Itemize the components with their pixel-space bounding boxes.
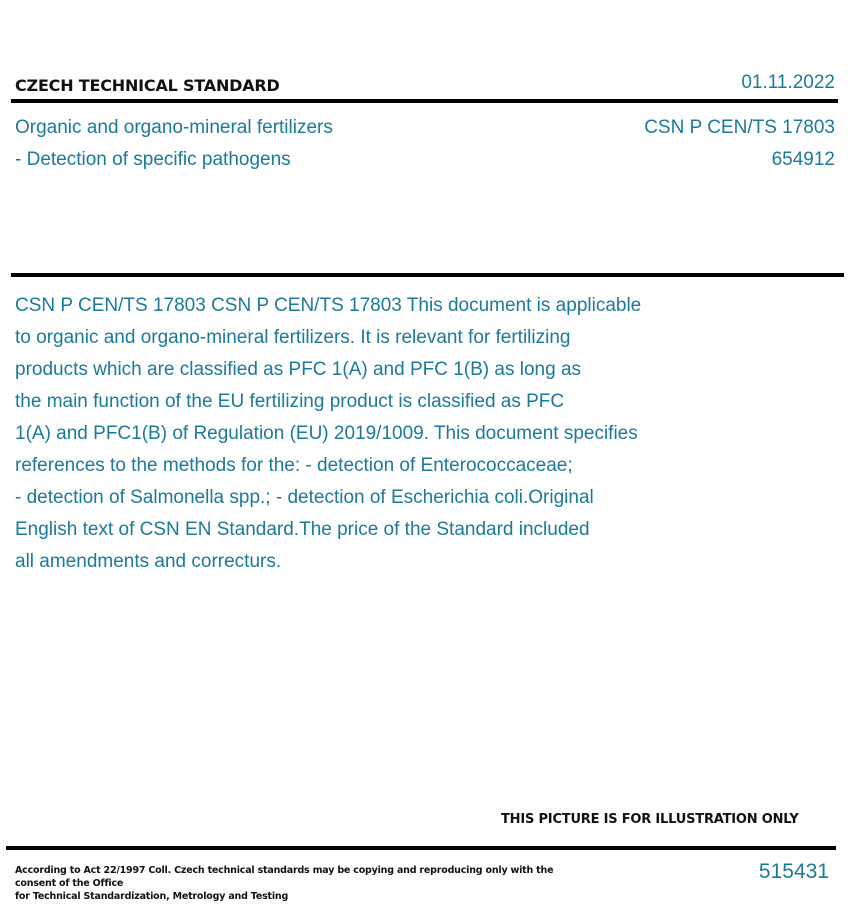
standard-code: CSN P CEN/TS 17803 bbox=[644, 117, 835, 138]
footer-divider bbox=[6, 846, 836, 850]
standard-description: CSN P CEN/TS 17803 CSN P CEN/TS 17803 This document is applicable to organic and organo-mineral fertilizers. It is relevant for fertilizing products which are classified as PFC 1(A) and PFC 1(B) as long as the main function of the EU fertilizing product is classified as PFC 1(A) and PFC1(B) of Regulation (EU) 2019/1009. This document specifies references to the methods for the: - detection of Enterococcaceae; - detection of Salmonella spp.; - detection of Escherichia coli.Original English text of CSN EN Standard.The price of the Standard included all amendments and correcturs. bbox=[15, 295, 642, 572]
title-divider bbox=[11, 273, 844, 277]
footer-number: 515431 bbox=[758, 860, 829, 883]
illustration-note: THIS PICTURE IS FOR ILLUSTRATION ONLY bbox=[501, 812, 799, 827]
title-line-1: Organic and organo-mineral fertilizers bbox=[15, 117, 333, 138]
legal-notice-line-1: According to Act 22/1997 Coll. Czech technical standards may be copying and reproducing only with the consent of the Office bbox=[15, 865, 554, 889]
legal-notice-line-2: for Technical Standardization, Metrology and Testing bbox=[15, 891, 289, 902]
legal-notice bbox=[15, 864, 595, 903]
publication-date: 01.11.2022 bbox=[741, 72, 835, 93]
standard-type-label: CZECH TECHNICAL STANDARD bbox=[15, 76, 280, 95]
header-divider bbox=[11, 99, 838, 103]
title-line-2: - Detection of specific pathogens bbox=[15, 149, 291, 170]
catalog-number: 654912 bbox=[771, 149, 835, 170]
